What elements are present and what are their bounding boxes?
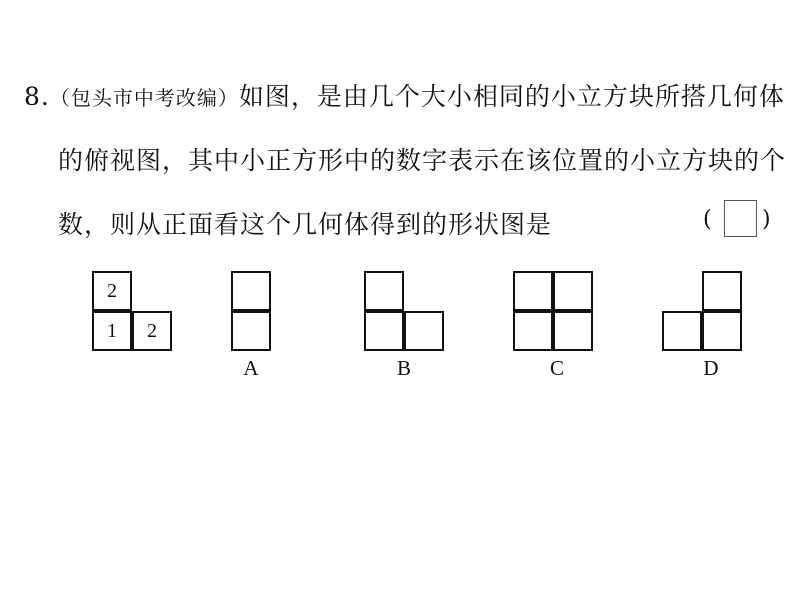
option-d-cell [702, 271, 742, 311]
top-view-cell: 2 [132, 311, 172, 351]
option-b-label: B [396, 356, 411, 380]
answer-box[interactable] [724, 200, 757, 237]
top-view-cell: 1 [92, 311, 132, 351]
answer-paren-close: ) [762, 207, 771, 232]
option-b-cell [364, 311, 404, 351]
option-c-cell [553, 271, 593, 311]
option-a-cell [231, 271, 271, 311]
option-c-cell [513, 271, 553, 311]
question-text-1: 如图，是由几个大小相同的小立方块所搭几何体 [238, 82, 785, 111]
option-d-cell [702, 311, 742, 351]
question-number: 8. [24, 82, 50, 111]
option-a-cell [231, 311, 271, 351]
question-line-3: 数，则从正面看这个几何体得到的形状图是 [58, 210, 553, 239]
question-source: （包头市中考改编） [49, 86, 239, 110]
option-c-cell [553, 311, 593, 351]
question-line-1 [24, 77, 785, 113]
option-d-label: D [703, 356, 719, 380]
top-view-cell: 2 [92, 271, 132, 311]
option-b-cell [404, 311, 444, 351]
option-b-cell [364, 271, 404, 311]
question-line-2: 的俯视图，其中小正方形中的数字表示在该位置的小立方块的个 [58, 146, 787, 175]
option-d-cell [662, 311, 702, 351]
option-c-label: C [549, 356, 564, 380]
answer-paren-open: ( [703, 207, 712, 232]
option-a-label: A [243, 356, 259, 380]
option-c-cell [513, 311, 553, 351]
